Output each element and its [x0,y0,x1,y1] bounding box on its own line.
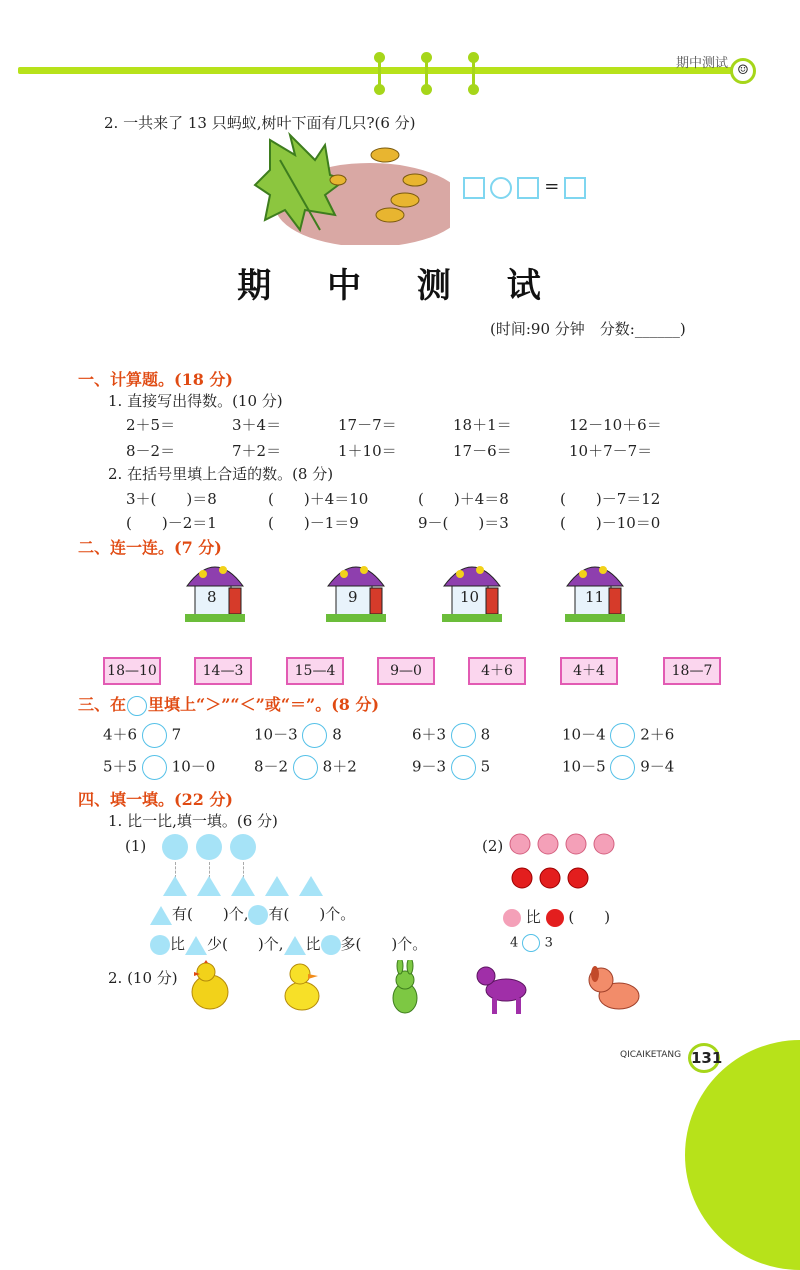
triangle-shape-icon [299,876,323,896]
section-1-heading: 一、计算题。(18 分) [78,370,233,389]
s3-heading-b: 里填上“＞”“＜”或“＝”。(8 分) [148,695,380,714]
operator-circle[interactable] [490,177,512,199]
calc-item: 7＋2＝ [232,442,282,460]
footer-brand: QICAIKETANG [620,1050,682,1060]
s4-q1: 1. 比一比,填一填。(6 分) [108,812,278,830]
mushroom-house[interactable] [185,556,245,622]
expression-card[interactable]: 4＋4 [560,657,618,685]
mushroom-house[interactable] [565,556,625,622]
binder-pin [470,52,477,92]
answer-box[interactable] [517,177,539,199]
calc-item: 17－7＝ [338,416,397,434]
circle-shape-icon [162,834,188,860]
triangle-shape-icon [265,876,289,896]
compare-item: 4＋6 7 [103,723,181,748]
circle-icon [321,935,341,955]
expression-card[interactable]: 14—3 [194,657,252,685]
circle-icon [127,696,147,716]
equals-sign: = [544,176,560,197]
page-title: 期 中 测 试 [237,266,563,306]
expression-card[interactable]: 9—0 [377,657,435,685]
duck-icon [280,960,322,1016]
part-2-label: (2) [482,837,504,855]
fill-item: ( )－1＝9 [268,514,359,532]
s3-heading-a: 三、在 [78,695,127,714]
compare-blank[interactable] [142,723,167,748]
binder-pin [376,52,383,92]
number-compare: 4 3 [510,935,553,951]
section-2-heading: 二、连一连。(7 分) [78,538,222,557]
dog-icon [585,962,645,1018]
mushroom-house[interactable] [442,556,502,622]
binder-pin [423,52,430,92]
compare-blank[interactable] [293,755,318,780]
expression-card[interactable]: 18—10 [103,657,161,685]
peach-icon [503,909,521,927]
answer-equation [463,176,586,199]
house-number: 9 [348,588,358,606]
expression-card[interactable]: 4＋6 [468,657,526,685]
answer-box[interactable] [463,177,485,199]
triangle-icon [150,906,172,925]
circle-icon [150,935,170,955]
circle-shape-icon [196,834,222,860]
calc-item: 17－6＝ [453,442,512,460]
corner-decoration [685,1040,800,1270]
triangle-shape-icon [197,876,221,896]
calc-item: 10＋7－7＝ [569,442,653,460]
compare-blank[interactable] [522,934,540,952]
mascot-logo-icon: ☺ [730,58,756,84]
fill-item: 9－( )＝3 [418,514,509,532]
house-number: 8 [207,588,217,606]
house-number: 11 [585,588,605,606]
triangle-icon [284,936,306,955]
s4-line-2: 比 少( )个, 比 多( )个。 [150,933,427,955]
calc-item: 1＋10＝ [338,442,397,460]
page-number: 131 [688,1043,720,1073]
compare-item: 9－3 5 [412,755,490,780]
compare-blank[interactable] [610,755,635,780]
fill-item: 3＋( )＝8 [126,490,217,508]
calc-item: 3＋4＝ [232,416,282,434]
fill-item: ( )－10＝0 [560,514,661,532]
fill-item: ( )－2＝1 [126,514,217,532]
part-1-label: (1) [125,837,147,855]
compare-item: 6＋3 8 [412,723,490,748]
compare-blank[interactable] [610,723,635,748]
calc-item: 8－2＝ [126,442,176,460]
prev-question: 2. 一共来了 13 只蚂蚁,树叶下面有几只?(6 分) [104,114,416,132]
header-section-label: 期中测试 [675,56,728,71]
s4-q2: 2. (10 分) [108,969,178,987]
apple-icon [546,909,564,927]
triangle-icon [185,936,207,955]
fill-item: ( )＋4＝10 [268,490,369,508]
calc-item: 18＋1＝ [453,416,512,434]
compare-blank[interactable] [302,723,327,748]
rabbit-icon [383,960,427,1020]
fill-item: ( )＋4＝8 [418,490,509,508]
section-3-heading [78,692,379,716]
expression-card[interactable]: 15—4 [286,657,344,685]
calc-item: 2＋5＝ [126,416,176,434]
chick-icon [188,960,234,1016]
compare-item: 10－5 9－4 [562,755,674,780]
triangle-shape-icon [231,876,255,896]
section-4-heading: 四、填一填。(22 分) [78,790,233,809]
s1-q2: 2. 在括号里填上合适的数。(8 分) [108,465,334,483]
s4-line-1: 有( )个, 有( )个。 [150,903,355,925]
circle-shape-icon [230,834,256,860]
compare-item: 10－4 2＋6 [562,723,674,748]
exam-meta: (时间:90 分钟 分数:______) [490,320,686,338]
circle-icon [248,905,268,925]
mushroom-house[interactable] [326,556,386,622]
triangle-shape-icon [163,876,187,896]
compare-item: 10－3 8 [254,723,342,748]
compare-blank[interactable] [142,755,167,780]
leaf-ants-illustration [250,130,450,245]
compare-item: 8－2 8＋2 [254,755,357,780]
compare-item: 5＋5 10－0 [103,755,215,780]
peaches-apples-illustration [508,832,618,892]
compare-blank[interactable] [451,723,476,748]
horse-icon [474,962,532,1018]
compare-blank[interactable] [451,755,476,780]
peach-apple-compare: 比 ( ) [503,906,610,927]
calc-item: 12－10＋6＝ [569,416,662,434]
expression-card[interactable]: 18—7 [663,657,721,685]
house-number: 10 [460,588,480,606]
s1-q1: 1. 直接写出得数。(10 分) [108,392,283,410]
answer-box[interactable] [564,177,586,199]
fill-item: ( )－7＝12 [560,490,661,508]
